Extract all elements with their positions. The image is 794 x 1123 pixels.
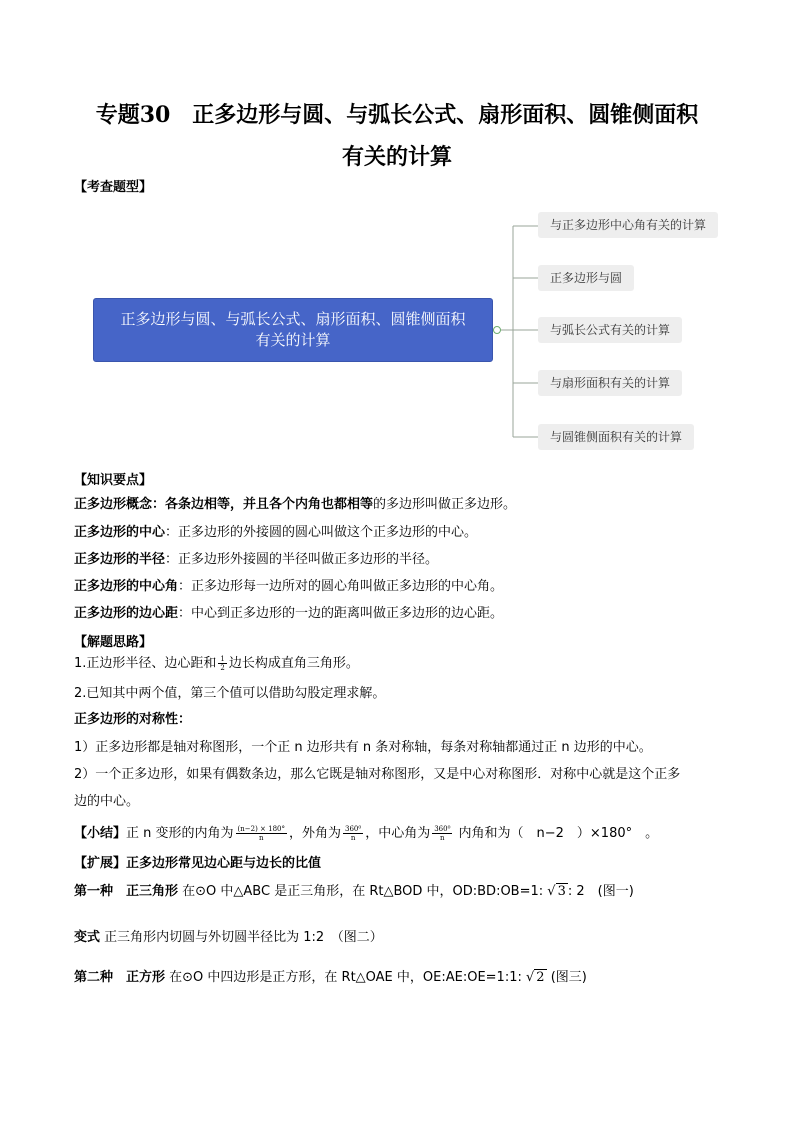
knowledge-text: ：正多边形每一边所对的圆心角叫做正多边形的中心角。 [178, 579, 504, 594]
thinking-text: 1.正边形半径、边心距和 [74, 656, 217, 671]
mindmap-branch-sector-area: 与扇形面积有关的计算 [538, 370, 682, 396]
page-title-line-1: 专题30 正多边形与圆、与弧长公式、扇形面积、圆锥侧面积 [95, 102, 699, 128]
knowledge-item [74, 550, 438, 570]
summary [74, 824, 658, 844]
knowledge-item [74, 495, 516, 515]
knowledge-term: 正多边形的中心角 [74, 579, 179, 594]
extension-text: 在⊙O 中四边形是正方形，在 Rt△OAE 中，OE:AE:OE=1:1: [165, 970, 526, 985]
knowledge-term: 正多边形的中心 [74, 525, 166, 540]
section-thinking: 【解题思路】 [74, 635, 153, 650]
sqrt-2: √ 2 [526, 970, 545, 985]
fraction-half: $\frac{1}{2}$ [220, 655, 225, 672]
knowledge-term: 正多边形的半径 [74, 552, 166, 567]
extension-title: 【扩展】正多边形常见边心距与边长的比值 [74, 856, 322, 871]
extension-first [74, 882, 634, 902]
thinking-text: 边长构成直角三角形。 [228, 656, 359, 671]
extension-variant [74, 928, 383, 948]
knowledge-term: 正多边形的边心距 [74, 606, 179, 621]
thinking-point-1 [74, 654, 359, 674]
summary-text: ，外角为 [289, 826, 342, 841]
summary-text: 内角和为（ n−2 ）×180° 。 [454, 826, 659, 841]
fraction-exterior-angle: $\frac{\text{360⁰}}{n}$ [345, 825, 362, 842]
extension-text: 正三角形内切圆与外切圆半径比为 1:2 （图二） [100, 930, 383, 945]
page-title-line-2: 有关的计算 [341, 144, 452, 170]
extension-second [74, 968, 587, 988]
thinking-point-2: 2.已知其中两个值，第三个值可以借助勾股定理求解。 [74, 686, 386, 701]
mindmap-branch-arc-length: 与弧长公式有关的计算 [538, 317, 682, 343]
fraction-central-angle: $\frac{\text{360⁰}}{n}$ [434, 825, 451, 842]
summary-label: 【小结】 [74, 826, 127, 841]
knowledge-item [74, 604, 503, 624]
knowledge-text: ：中心到正多边形的一边的距离叫做正多边形的边心距。 [178, 606, 504, 621]
mindmap-branch-polygon-circle: 正多边形与圆 [538, 265, 634, 291]
mindmap-branch-central-angle: 与正多边形中心角有关的计算 [538, 212, 718, 238]
extension-variant-label: 变式 [74, 930, 101, 945]
knowledge-item [74, 577, 503, 597]
extension-first-label: 第一种 正三角形 [74, 884, 179, 899]
extension-second-label: 第二种 正方形 [74, 970, 166, 985]
extension-text: : 2 (图一) [567, 884, 634, 899]
section-question-types: 【考查题型】 [74, 180, 153, 195]
symmetry-point-1: 1）正多边形都是轴对称图形，一个正 n 边形共有 n 条对称轴，每条对称轴都通过正 n 边形的中心。 [74, 740, 652, 755]
knowledge-item [74, 523, 477, 543]
knowledge-text: 的多边形叫做正多边形。 [373, 497, 517, 512]
knowledge-text: ：正多边形的外接圆的圆心叫做这个正多边形的中心。 [165, 525, 478, 540]
knowledge-term: 正多边形概念：各条边相等，并且各个内角也都相等 [74, 497, 374, 512]
mindmap-branch-cone-area: 与圆锥侧面积有关的计算 [538, 424, 694, 450]
summary-text: 正 n 变形的内角为 [126, 826, 234, 841]
page-title [40, 94, 754, 178]
connector-node [494, 327, 501, 334]
extension-text: (图三) [546, 970, 587, 985]
symmetry-point-2-cont: 边的中心。 [74, 794, 140, 809]
mindmap-central-topic: 正多边形与圆、与弧长公式、扇形面积、圆锥侧面积有关的计算 [93, 298, 493, 362]
section-knowledge: 【知识要点】 [74, 473, 153, 488]
symmetry-point-2: 2）一个正多边形，如果有偶数条边，那么它既是轴对称图形，又是中心对称图形．对称中心就是这个正多 [74, 767, 681, 782]
extension-text: 在⊙O 中△ABC 是正三角形，在 Rt△BOD 中，OD:BD:OB=1: [178, 884, 548, 899]
sqrt-3: √ 3 [547, 884, 566, 899]
symmetry-title: 正多边形的对称性： [74, 712, 192, 727]
summary-text: ，中心角为 [365, 826, 431, 841]
knowledge-text: ：正多边形外接圆的半径叫做正多边形的半径。 [165, 552, 439, 567]
fraction-interior-angle: $\frac{(n-2) \times 180^\circ}{n}$ [237, 825, 285, 842]
